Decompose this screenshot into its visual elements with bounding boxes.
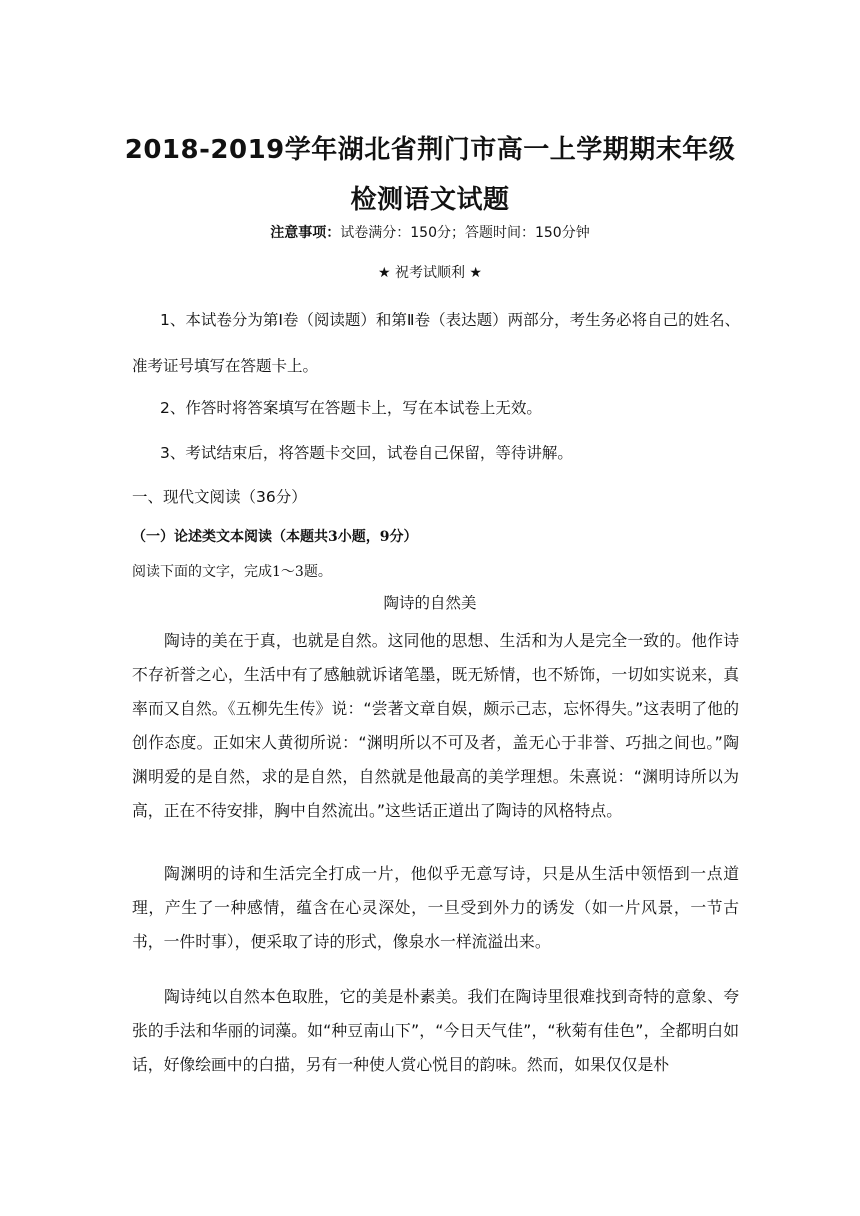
instruction-rule-3: 3、考试结束后，将答题卡交回，试卷自己保留，等待讲解。 bbox=[160, 444, 573, 462]
essay-paragraph-1: 陶诗的美在于真，也就是自然。这同他的思想、生活和为人是完全一致的。他作诗不存祈誉之心，生活中有了感触就诉诸笔墨，既无矫情，也不矫饰，一切如实说来，真率而又自然。《五柳先生传》说：“尝著文章自娱，颇示己志，忘怀得失。”这表明了他的创作态度。正如宋人黄彻所说：“渊明所以不可及者，盖无心于非誉、巧拙之间也。”陶渊明爱的是自然，求的是自然，自然就是他最高的美学理想。朱熹说：“渊明诗所以为高，正在不待安排，胸中自然流出。”这些话正道出了陶诗的风格特点。 bbox=[132, 631, 740, 820]
essay-title: 陶诗的自然美 bbox=[383, 594, 477, 612]
instruction-rule-1: 1、本试卷分为第Ⅰ卷（阅读题）和第Ⅱ卷（表达题）两部分，考生务必将自己的姓名、准考证号填写在答题卡上。 bbox=[132, 311, 741, 375]
good-luck-line: ★ 祝考试顺利 ★ bbox=[377, 265, 482, 281]
reading-instruction: 阅读下面的文字，完成1～3题。 bbox=[132, 564, 332, 580]
essay-paragraph-2: 陶渊明的诗和生活完全打成一片，他似乎无意写诗，只是从生活中领悟到一点道理，产生了一种感情，蕴含在心灵深处，一旦受到外力的诱发（如一片风景，一节古书，一件时事），便采取了诗的形式，像泉水一样流溢出来。 bbox=[132, 864, 739, 951]
section-heading: 一、现代文阅读（36分） bbox=[132, 488, 307, 506]
essay-paragraph-3: 陶诗纯以自然本色取胜，它的美是朴素美。我们在陶诗里很难找到奇特的意象、夸张的手法和华丽的词藻。如“种豆南山下”，“今日天气佳”，“秋菊有佳色”，全都明白如话，好像绘画中的白描，另有一种使人赏心悦目的韵味。然而，如果仅仅是朴 bbox=[132, 987, 739, 1074]
exam-notice bbox=[0, 222, 860, 244]
subsection-heading: （一）论述类文本阅读（本题共3小题，9分） bbox=[132, 529, 418, 545]
exam-title: 2018-2019学年湖北省荆门市高一上学期期末年级检测语文试题 bbox=[124, 135, 736, 215]
notice-label: 注意事项： bbox=[270, 225, 341, 241]
notice-text: 试卷满分：150分；答题时间：150分钟 bbox=[340, 225, 590, 241]
instruction-rule-2: 2、作答时将答案填写在答题卡上，写在本试卷上无效。 bbox=[160, 399, 542, 417]
